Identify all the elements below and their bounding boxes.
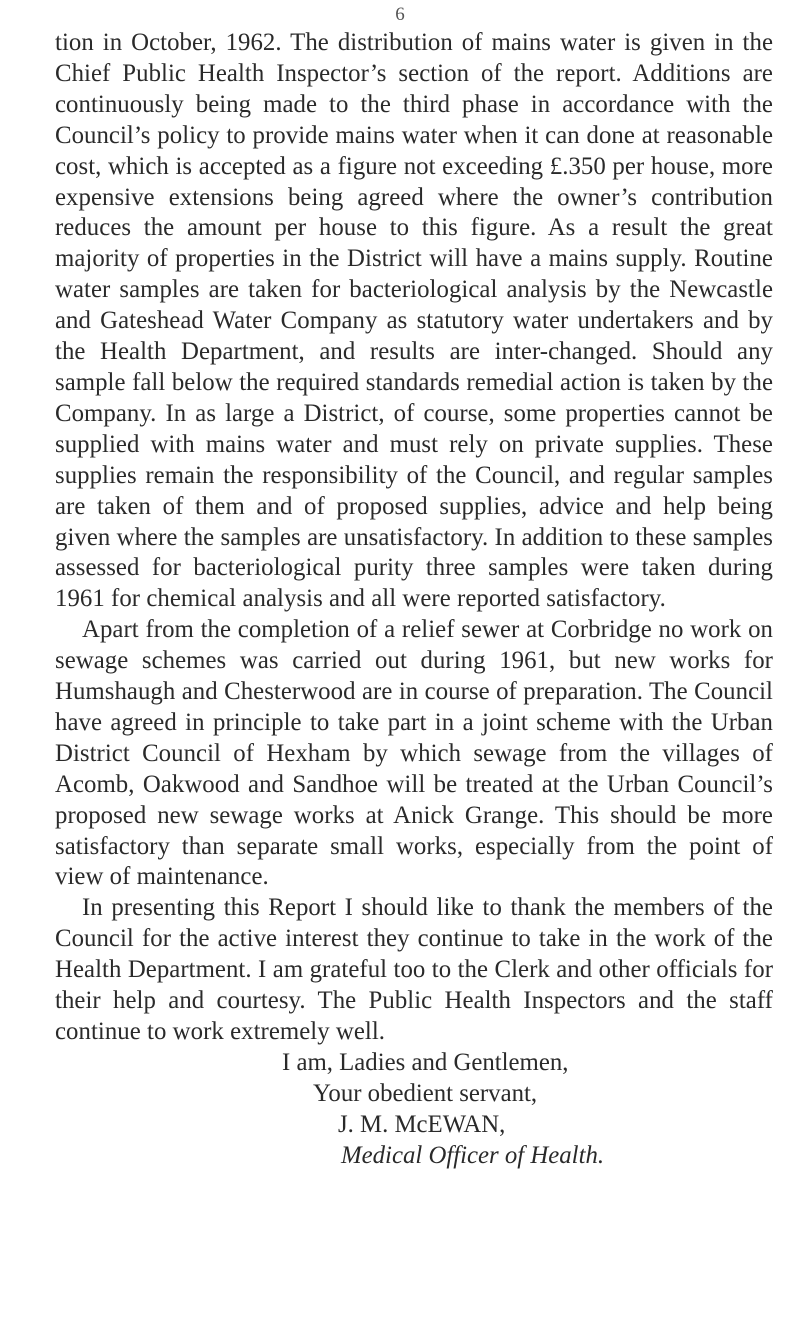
paragraph-sewage-schemes: Apart from the completion of a relief sewer at Corbridge no work on sewage schemes was carried out during 1961, but new works for Humshaugh and Chesterwood are in course of preparation. The Council have agreed in principle to take part in a joint scheme with the Urban District Council of Hexham by which sewage from the villages of Acomb, Oakwood and Sandhoe will be treated at the Urban Council’s proposed new sewage works at Anick Grange. This should be more satisfactory than separate small works, especially from the point of view of maintenance.	[55, 616, 773, 891]
report-text	[55, 28, 773, 1172]
page-number: 6	[395, 4, 405, 25]
signature-title: Medical Officer of Health.	[341, 1141, 605, 1169]
closing-salutation: I am, Ladies and Gentlemen,	[282, 1048, 569, 1076]
paragraph-water-supply: tion in October, 1962. The distribution of mains water is given in the Chief Public Health Inspector’s section of the report. Additions are continuously being made to the third phase in accordance with the Council’s policy to provide mains water when it can done at reasonable cost, which is accepted as a figure not exceeding £.350 per house, more expensive extensions being agreed where the owner’s contribution reduces the amount per house to this figure. As a result the great majority of properties in the District will have a mains supply. Routine water samples are taken for bacteriological analysis by the Newcastle and Gateshead Water Company as statutory water undertakers and by the Health Department, and results are inter-changed. Should any sample fall below the required standards remedial action is taken by the Company. In as large a District, of course, some properties cannot be supplied with mains water and must rely on private supplies. These supplies remain the responsibility of the Council, and regular samples are taken of them and of proposed supplies, advice and help being given where the samples are unsatisfactory. In addition to these samples assessed for bacteriological purity three samples were taken during 1961 for chemical analysis and all were reported satisfactory.	[55, 29, 773, 613]
closing-servant: Your obedient servant,	[313, 1079, 538, 1107]
paragraph-acknowledgements: In presenting this Report I should like to thank the members of the Council for the active interest they continue to take in the work of the Health Department. I am grateful too to the Clerk and other officials for their help and courtesy. The Public Health Inspectors and the staff continue to work extremely well.	[55, 894, 773, 1045]
closing-block	[55, 1048, 773, 1172]
signature-name: J. M. McEWAN,	[338, 1110, 506, 1138]
